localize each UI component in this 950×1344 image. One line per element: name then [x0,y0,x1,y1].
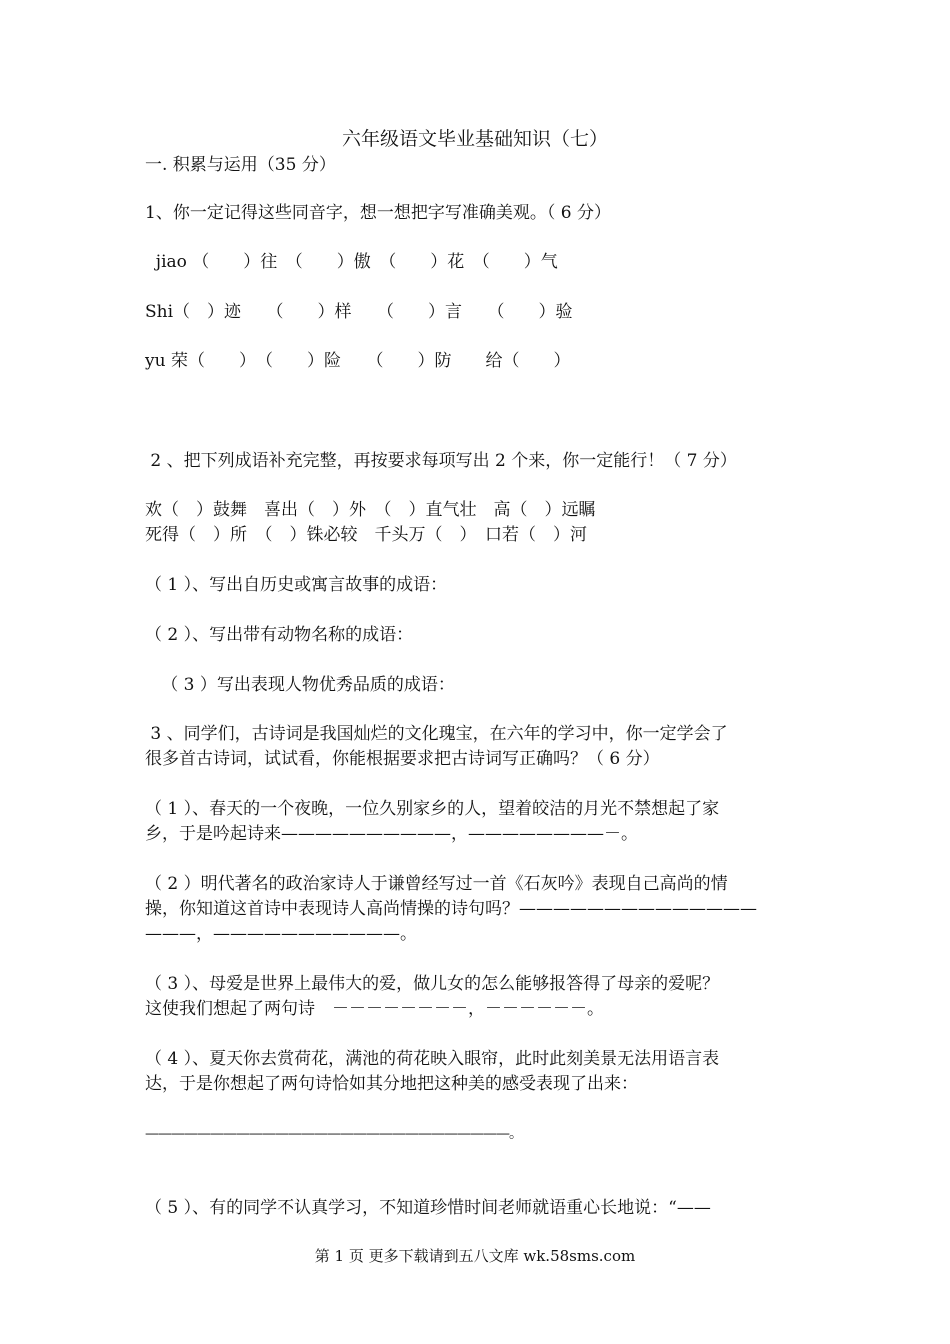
q1-shi-line: Shi（ ）迹 （ ）样 （ ）言 （ ）验 [145,302,573,322]
q1-jiao-line: jiao （ ）往 （ ）傲 （ ）花 （ ）气 [145,252,558,272]
q3-s4-line1: （ 4 ）、夏天你去赏荷花，满池的荷花映入眼帘，此时此刻美景无法用语言表 [145,1049,720,1069]
q3-s4-answer-line: ————————————————————————————。 [145,1126,522,1142]
q2-idioms-line1: 欢（ ）鼓舞 喜出（ ）外 （ ）直气壮 高（ ）远瞩 [145,500,596,520]
q3-s2-line2: 操，你知道这首诗中表现诗人高尚情操的诗句吗？—————————————— [145,899,757,919]
q3-s2-line3: ———，———————————。 [145,924,417,944]
q3-s2-line1: （ 2 ）明代著名的政治家诗人于谦曾经写过一首《石灰吟》表现自己高尚的情 [145,874,728,894]
q1-yu-line: yu 荣（ ） （ ）险 （ ）防 给（ ） [145,351,571,371]
q2-idioms-line2: 死得（ ）所 （ ）铢必较 千头万（ ） 口若（ ）河 [145,525,587,545]
q3-prompt-line2: 很多首古诗词，试试看，你能根据要求把古诗词写正确吗？（ 6 分） [145,749,660,769]
q3-s4-line2: 达，于是你想起了两句诗恰如其分地把这种美的感受表现了出来： [145,1074,638,1094]
q3-s1-line2: 乡，于是吟起诗来——————————，————————－。 [145,824,638,844]
q3-s3-line2: 这使我们想起了两句诗 －－－－－－－－，－－－－－－。 [145,999,604,1019]
q3-s1-line1: （ 1 ）、春天的一个夜晚，一位久别家乡的人，望着皎洁的月光不禁想起了家 [145,799,720,819]
q2-sub3: （ 3 ）写出表现人物优秀品质的成语： [145,675,455,695]
q2-sub1: （ 1 ）、写出自历史或寓言故事的成语： [145,575,448,595]
q3-s5-line1: （ 5 ）、有的同学不认真学习，不知道珍惜时间老师就语重心长地说：“—— [145,1198,711,1218]
page-footer: 第 1 页 更多下载请到五八文库 wk.58sms.com [314,1247,636,1265]
q3-prompt-line1: 3 、同学们，古诗词是我国灿烂的文化瑰宝，在六年的学习中，你一定学会了 [145,724,728,744]
q2-sub2: （ 2 ）、写出带有动物名称的成语： [145,625,414,645]
q1-prompt: 1、你一定记得这些同音字，想一想把字写准确美观。（ 6 分） [145,203,611,223]
page-title: 六年级语文毕业基础知识（七） [341,128,608,150]
q2-prompt: 2 、把下列成语补充完整，再按要求每项写出 2 个来，你一定能行！（ 7 分） [145,451,737,471]
section-heading: 一. 积累与运用（35 分） [145,155,336,175]
q3-s3-line1: （ 3 ）、母爱是世界上最伟大的爱，做儿女的怎么能够报答得了母亲的爱呢？ [145,974,720,994]
